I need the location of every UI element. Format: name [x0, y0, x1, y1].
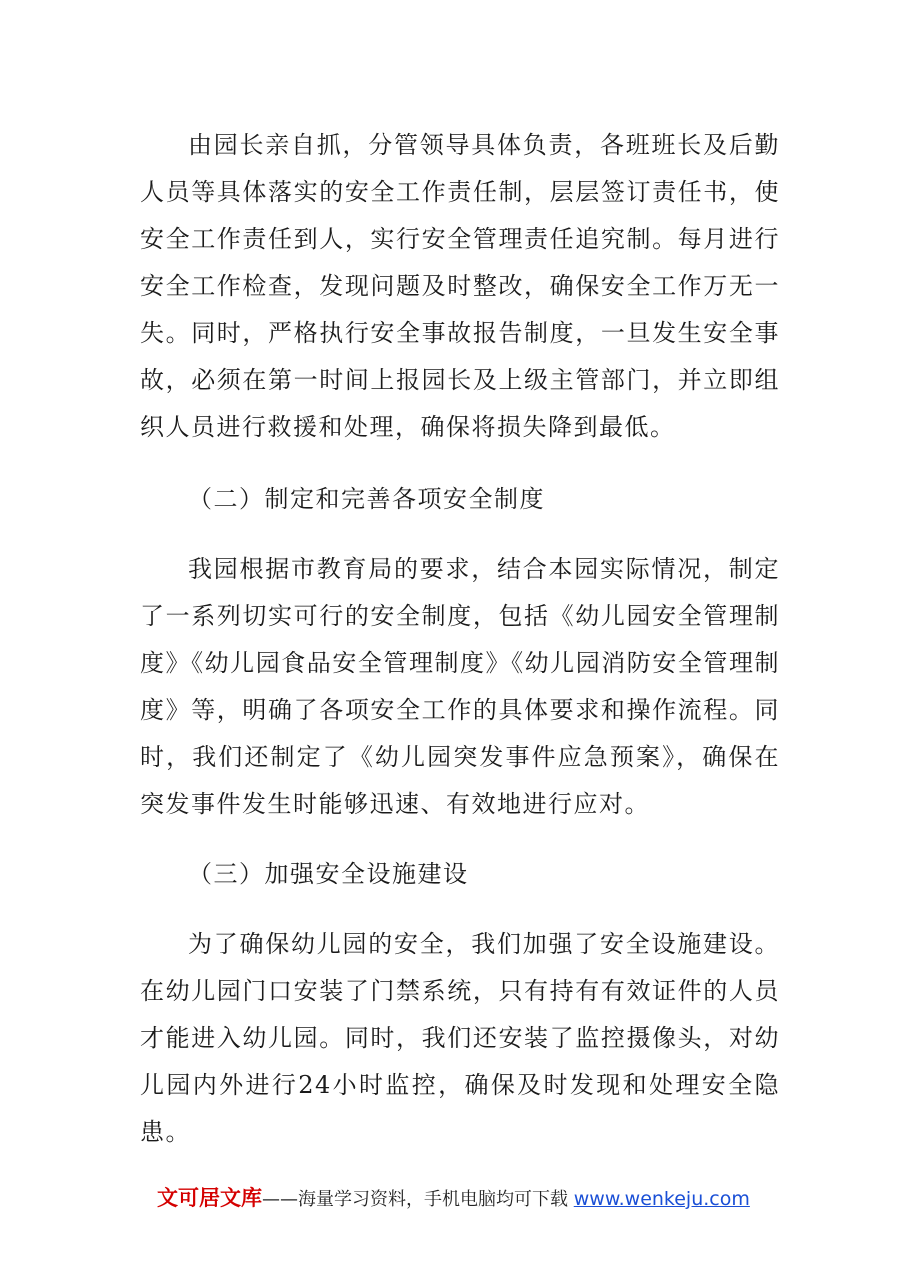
website-link[interactable]: www.wenkeju.com	[573, 1188, 750, 1210]
footer-banner	[157, 1182, 750, 1212]
paragraph-safety-rules: 我园根据市教育局的要求，结合本园实际情况，制定了一系列切实可行的安全制度，包括《幼儿园安全管理制度》《幼儿园食品安全管理制度》《幼儿园消防安全管理制度》等，明确了各项安全工作的具体要求和操作流程。同时，我们还制定了《幼儿园突发事件应急预案》，确保在突发事件发生时能够迅速、有效地进行应对。	[140, 555, 780, 818]
paragraph-facilities: 为了确保幼儿园的安全，我们加强了安全设施建设。在幼儿园门口安装了门禁系统，只有持有有效证件的人员才能进入幼儿园。同时，我们还安装了监控摄像头，对幼儿园内外进行24小时监控，确保及时发现和处理安全隐患。	[140, 930, 780, 1146]
section-heading-three: （三）加强安全设施建设	[188, 860, 469, 888]
section-heading-two: （二）制定和完善各项安全制度	[188, 485, 545, 513]
footer-dash: ——	[262, 1189, 298, 1210]
paragraph-responsibility: 由园长亲自抓，分管领导具体负责，各班班长及后勤人员等具体落实的安全工作责任制，层层签订责任书，使安全工作责任到人，实行安全管理责任追究制。每月进行安全工作检查，发现问题及时整改，确保安全工作万无一失。同时，严格执行安全事故报告制度，一旦发生安全事故，必须在第一时间上报园长及上级主管部门，并立即组织人员进行救援和处理，确保将损失降到最低。	[140, 131, 780, 441]
footer-slogan: 海量学习资料，手机电脑均可下载	[298, 1189, 568, 1210]
brand-name: 文可居文库	[157, 1186, 262, 1210]
